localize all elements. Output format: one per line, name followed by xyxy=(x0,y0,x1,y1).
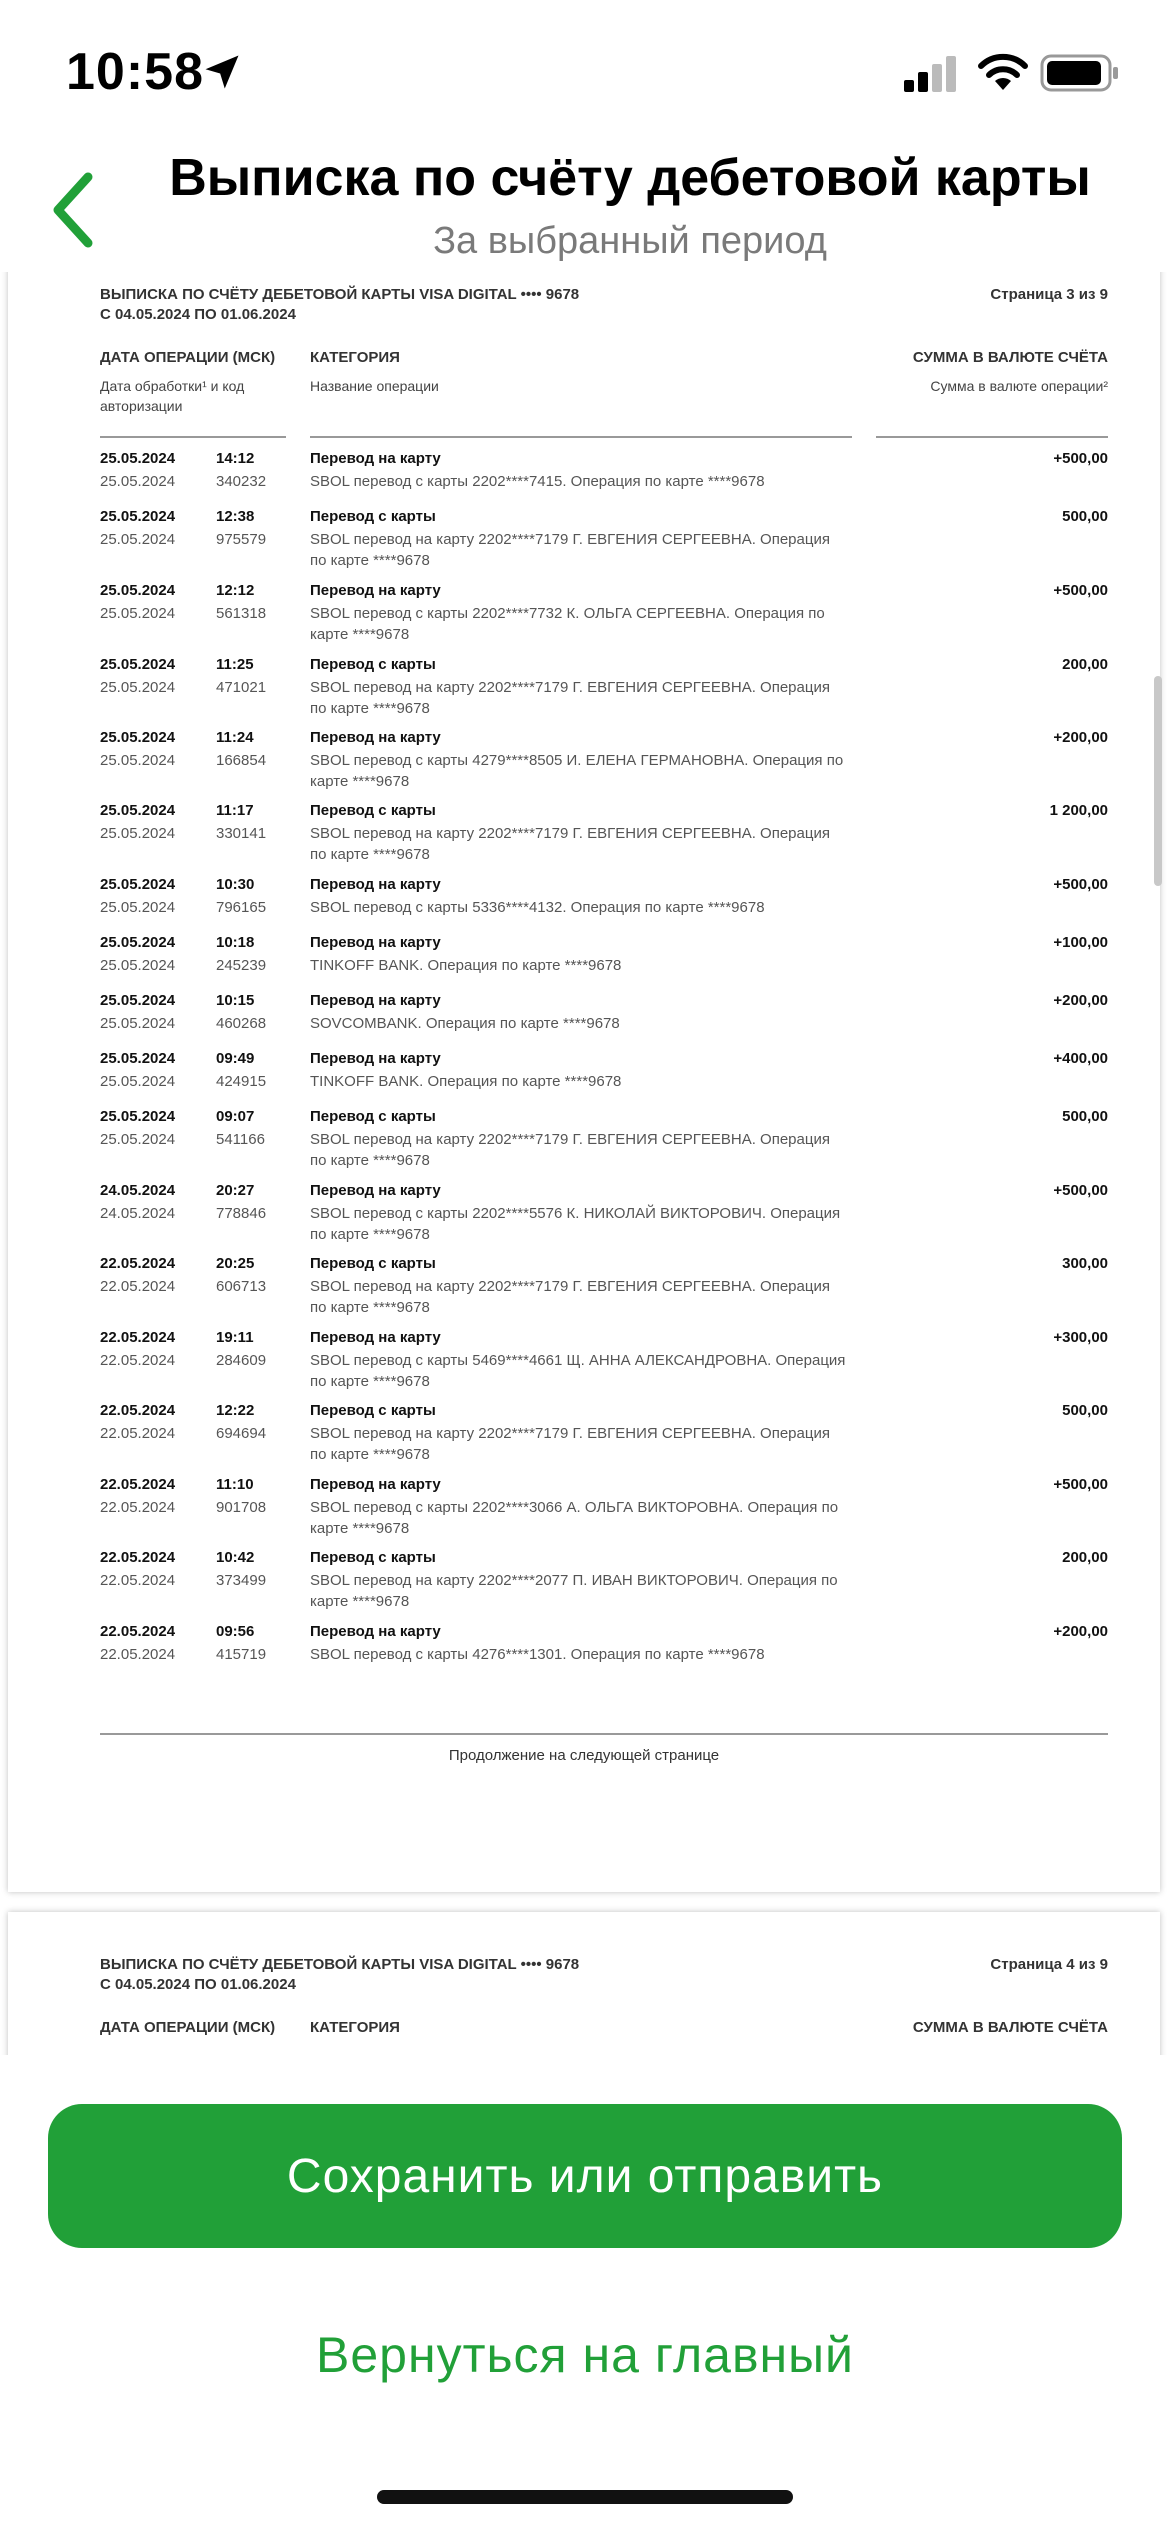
row-time: 09:07 xyxy=(216,1108,255,1125)
row-category: Перевод на карту xyxy=(310,1623,441,1640)
return-home-button[interactable]: Вернуться на главный xyxy=(48,2300,1122,2410)
row-time: 11:10 xyxy=(216,1476,254,1493)
row-auth-code: 541166 xyxy=(216,1131,265,1148)
row-description: SOVCOMBANK. Операция по карте ****9678 xyxy=(310,1015,620,1032)
col-header-amount: СУММА В ВАЛЮТЕ СЧЁТА xyxy=(912,349,1108,366)
row-category: Перевод на карту xyxy=(310,992,441,1009)
row-processing-date: 22.05.2024 xyxy=(100,1425,176,1442)
document-viewer[interactable] xyxy=(0,272,1170,2055)
row-processing-date: 25.05.2024 xyxy=(100,473,176,490)
wifi-icon xyxy=(975,50,1031,94)
row-amount: +100,00 xyxy=(1053,934,1108,951)
col-subheader-date: Дата обработки¹ и код авторизации xyxy=(100,378,245,414)
row-description: SBOL перевод с карты 5336****4132. Операция по карте ****9678 xyxy=(310,899,765,916)
row-description: TINKOFF BANK. Операция по карте ****9678 xyxy=(310,1073,622,1090)
battery-icon xyxy=(1040,54,1120,92)
page-subtitle: За выбранный период xyxy=(433,220,827,262)
row-auth-code: 796165 xyxy=(216,899,267,916)
row-date: 25.05.2024 xyxy=(100,934,176,951)
row-time: 19:11 xyxy=(216,1329,254,1346)
row-amount: 500,00 xyxy=(1062,1402,1108,1419)
row-amount: 300,00 xyxy=(1062,1255,1108,1272)
row-auth-code: 606713 xyxy=(216,1278,267,1295)
row-amount: +500,00 xyxy=(1053,1476,1108,1493)
row-amount: +200,00 xyxy=(1053,1623,1108,1640)
row-auth-code: 284609 xyxy=(216,1352,267,1369)
statement-period: С 04.05.2024 ПО 01.06.2024 xyxy=(100,1976,296,1993)
row-amount: +500,00 xyxy=(1053,582,1108,599)
row-date: 25.05.2024 xyxy=(100,1050,176,1067)
row-time: 12:22 xyxy=(216,1402,255,1419)
row-processing-date: 25.05.2024 xyxy=(100,1015,176,1032)
row-description: SBOL перевод с карты 2202****7732 К. ОЛЬГА СЕРГЕЕВНА. Операция по карте ****9678 xyxy=(310,605,825,643)
col-header-date: ДАТА ОПЕРАЦИИ (МСК) xyxy=(100,349,276,366)
statement-page-next xyxy=(8,1912,1160,2055)
home-indicator xyxy=(377,2490,793,2504)
col-header-amount: СУММА В ВАЛЮТЕ СЧЁТА xyxy=(912,2019,1108,2036)
row-time: 12:38 xyxy=(216,508,255,525)
row-description: SBOL перевод на карту 2202****7179 Г. ЕВГЕНИЯ СЕРГЕЕВНА. Операция по карте ****9678 xyxy=(310,1131,830,1169)
row-description: SBOL перевод на карту 2202****7179 Г. ЕВГЕНИЯ СЕРГЕЕВНА. Операция по карте ****9678 xyxy=(310,1425,830,1463)
row-time: 10:15 xyxy=(216,992,255,1009)
col-header-category: КАТЕГОРИЯ xyxy=(310,349,400,366)
row-processing-date: 22.05.2024 xyxy=(100,1499,176,1516)
row-time: 11:17 xyxy=(216,802,254,819)
row-description: SBOL перевод на карту 2202****7179 Г. ЕВГЕНИЯ СЕРГЕЕВНА. Операция по карте ****9678 xyxy=(310,531,830,569)
row-processing-date: 25.05.2024 xyxy=(100,1073,176,1090)
row-description: SBOL перевод на карту 2202****7179 Г. ЕВГЕНИЯ СЕРГЕЕВНА. Операция по карте ****9678 xyxy=(310,825,830,863)
row-date: 25.05.2024 xyxy=(100,876,176,893)
row-category: Перевод с карты xyxy=(310,1255,436,1272)
row-amount: 200,00 xyxy=(1062,1549,1108,1566)
cellular-signal-icon xyxy=(902,54,960,94)
page-number: Страница 3 из 9 xyxy=(990,286,1108,303)
header-divider xyxy=(310,436,852,438)
statement-title: ВЫПИСКА ПО СЧЁТУ ДЕБЕТОВОЙ КАРТЫ VISA DIGITAL •••• 9678 xyxy=(100,286,580,303)
continued-note: Продолжение на следующей странице xyxy=(448,1747,720,1764)
table-bottom-divider xyxy=(100,1733,1108,1735)
row-category: Перевод с карты xyxy=(310,802,436,819)
row-time: 11:24 xyxy=(216,729,254,746)
row-description: SBOL перевод на карту 2202****7179 Г. ЕВГЕНИЯ СЕРГЕЕВНА. Операция по карте ****9678 xyxy=(310,1278,830,1316)
row-description: SBOL перевод с карты 2202****5576 К. НИКОЛАЙ ВИКТОРОВИЧ. Операция по карте ****9678 xyxy=(310,1205,841,1243)
row-time: 20:25 xyxy=(216,1255,255,1272)
row-amount: +400,00 xyxy=(1053,1050,1108,1067)
page-title: Выписка по счёту дебетовой карты xyxy=(169,149,1091,207)
row-processing-date: 25.05.2024 xyxy=(100,679,176,696)
location-arrow-icon xyxy=(200,50,244,94)
row-date: 22.05.2024 xyxy=(100,1623,176,1640)
row-processing-date: 25.05.2024 xyxy=(100,1131,176,1148)
row-description: SBOL перевод на карту 2202****2077 П. ИВАН ВИКТОРОВИЧ. Операция по карте ****9678 xyxy=(310,1572,838,1610)
row-time: 14:12 xyxy=(216,450,255,467)
row-amount: 1 200,00 xyxy=(1049,802,1108,819)
row-description: SBOL перевод с карты 4276****1301. Операция по карте ****9678 xyxy=(310,1646,765,1663)
row-time: 09:56 xyxy=(216,1623,255,1640)
back-chevron-icon[interactable] xyxy=(40,165,110,255)
row-date: 22.05.2024 xyxy=(100,1255,176,1272)
row-amount: 200,00 xyxy=(1062,656,1108,673)
row-time: 09:49 xyxy=(216,1050,255,1067)
row-date: 22.05.2024 xyxy=(100,1476,176,1493)
row-category: Перевод с карты xyxy=(310,508,436,525)
row-amount: +200,00 xyxy=(1053,992,1108,1009)
row-date: 25.05.2024 xyxy=(100,1108,176,1125)
header-divider xyxy=(876,436,1108,438)
row-processing-date: 25.05.2024 xyxy=(100,957,176,974)
col-header-date: ДАТА ОПЕРАЦИИ (МСК) xyxy=(100,2019,276,2036)
row-date: 25.05.2024 xyxy=(100,508,176,525)
row-auth-code: 330141 xyxy=(216,825,267,842)
row-auth-code: 373499 xyxy=(216,1572,267,1589)
row-auth-code: 901708 xyxy=(216,1499,267,1516)
scrollbar-thumb[interactable] xyxy=(1154,676,1162,886)
row-category: Перевод на карту xyxy=(310,582,441,599)
row-category: Перевод с карты xyxy=(310,1549,436,1566)
row-processing-date: 25.05.2024 xyxy=(100,752,176,769)
row-auth-code: 415719 xyxy=(216,1646,267,1663)
row-category: Перевод на карту xyxy=(310,1182,441,1199)
row-date: 25.05.2024 xyxy=(100,450,176,467)
row-date: 24.05.2024 xyxy=(100,1182,176,1199)
row-time: 10:18 xyxy=(216,934,255,951)
row-processing-date: 22.05.2024 xyxy=(100,1646,176,1663)
row-amount: +500,00 xyxy=(1053,876,1108,893)
row-description: SBOL перевод с карты 2202****3066 А. ОЛЬГА ВИКТОРОВНА. Операция по карте ****9678 xyxy=(310,1499,839,1537)
page-number: Страница 4 из 9 xyxy=(990,1956,1108,1973)
row-date: 25.05.2024 xyxy=(100,802,176,819)
row-processing-date: 25.05.2024 xyxy=(100,531,176,548)
row-processing-date: 22.05.2024 xyxy=(100,1572,176,1589)
row-processing-date: 24.05.2024 xyxy=(100,1205,176,1222)
row-date: 22.05.2024 xyxy=(100,1402,176,1419)
row-category: Перевод на карту xyxy=(310,729,441,746)
row-category: Перевод на карту xyxy=(310,1329,441,1346)
statement-period: С 04.05.2024 ПО 01.06.2024 xyxy=(100,306,296,323)
row-auth-code: 166854 xyxy=(216,752,267,769)
row-amount: 500,00 xyxy=(1062,508,1108,525)
row-date: 22.05.2024 xyxy=(100,1549,176,1566)
row-date: 25.05.2024 xyxy=(100,729,176,746)
statement-page xyxy=(8,272,1160,1892)
row-date: 25.05.2024 xyxy=(100,656,176,673)
status-bar xyxy=(0,0,1170,140)
row-category: Перевод на карту xyxy=(310,934,441,951)
row-category: Перевод с карты xyxy=(310,656,436,673)
row-amount: +500,00 xyxy=(1053,450,1108,467)
row-processing-date: 22.05.2024 xyxy=(100,1352,176,1369)
row-processing-date: 25.05.2024 xyxy=(100,605,176,622)
row-date: 25.05.2024 xyxy=(100,582,176,599)
row-description: SBOL перевод на карту 2202****7179 Г. ЕВГЕНИЯ СЕРГЕЕВНА. Операция по карте ****9678 xyxy=(310,679,830,717)
row-auth-code: 975579 xyxy=(216,531,267,548)
row-category: Перевод на карту xyxy=(310,1050,441,1067)
row-auth-code: 471021 xyxy=(216,679,267,696)
row-description: TINKOFF BANK. Операция по карте ****9678 xyxy=(310,957,622,974)
row-time: 11:25 xyxy=(216,656,254,673)
row-processing-date: 22.05.2024 xyxy=(100,1278,176,1295)
row-processing-date: 25.05.2024 xyxy=(100,825,176,842)
row-description: SBOL перевод с карты 2202****7415. Операция по карте ****9678 xyxy=(310,473,765,490)
status-time: 10:58 xyxy=(66,43,204,101)
row-amount: +200,00 xyxy=(1053,729,1108,746)
statement-title: ВЫПИСКА ПО СЧЁТУ ДЕБЕТОВОЙ КАРТЫ VISA DIGITAL •••• 9678 xyxy=(100,1956,580,1973)
row-auth-code: 245239 xyxy=(216,957,267,974)
col-subheader-amount: Сумма в валюте операции² xyxy=(930,378,1108,394)
row-auth-code: 424915 xyxy=(216,1073,267,1090)
col-subheader-category: Название операции xyxy=(310,378,439,394)
col-header-category: КАТЕГОРИЯ xyxy=(310,2019,400,2036)
row-category: Перевод на карту xyxy=(310,1476,441,1493)
row-date: 22.05.2024 xyxy=(100,1329,176,1346)
row-time: 10:42 xyxy=(216,1549,255,1566)
row-auth-code: 460268 xyxy=(216,1015,267,1032)
row-time: 10:30 xyxy=(216,876,255,893)
header-divider xyxy=(100,436,286,438)
row-auth-code: 694694 xyxy=(216,1425,267,1442)
row-time: 12:12 xyxy=(216,582,255,599)
row-amount: +500,00 xyxy=(1053,1182,1108,1199)
row-auth-code: 561318 xyxy=(216,605,267,622)
row-category: Перевод на карту xyxy=(310,450,441,467)
row-description: SBOL перевод с карты 5469****4661 Щ. АННА АЛЕКСАНДРОВНА. Операция по карте ****9678 xyxy=(310,1352,846,1390)
row-amount: 500,00 xyxy=(1062,1108,1108,1125)
row-category: Перевод с карты xyxy=(310,1402,436,1419)
row-auth-code: 778846 xyxy=(216,1205,267,1222)
row-amount: +300,00 xyxy=(1053,1329,1108,1346)
row-category: Перевод на карту xyxy=(310,876,441,893)
row-date: 25.05.2024 xyxy=(100,992,176,1009)
row-description: SBOL перевод с карты 4279****8505 И. ЕЛЕНА ГЕРМАНОВНА. Операция по карте ****9678 xyxy=(310,752,844,790)
row-processing-date: 25.05.2024 xyxy=(100,899,176,916)
row-auth-code: 340232 xyxy=(216,473,267,490)
row-category: Перевод с карты xyxy=(310,1108,436,1125)
nav-header xyxy=(0,140,1170,270)
row-time: 20:27 xyxy=(216,1182,255,1199)
save-or-send-button[interactable]: Сохранить или отправить xyxy=(48,2104,1122,2248)
